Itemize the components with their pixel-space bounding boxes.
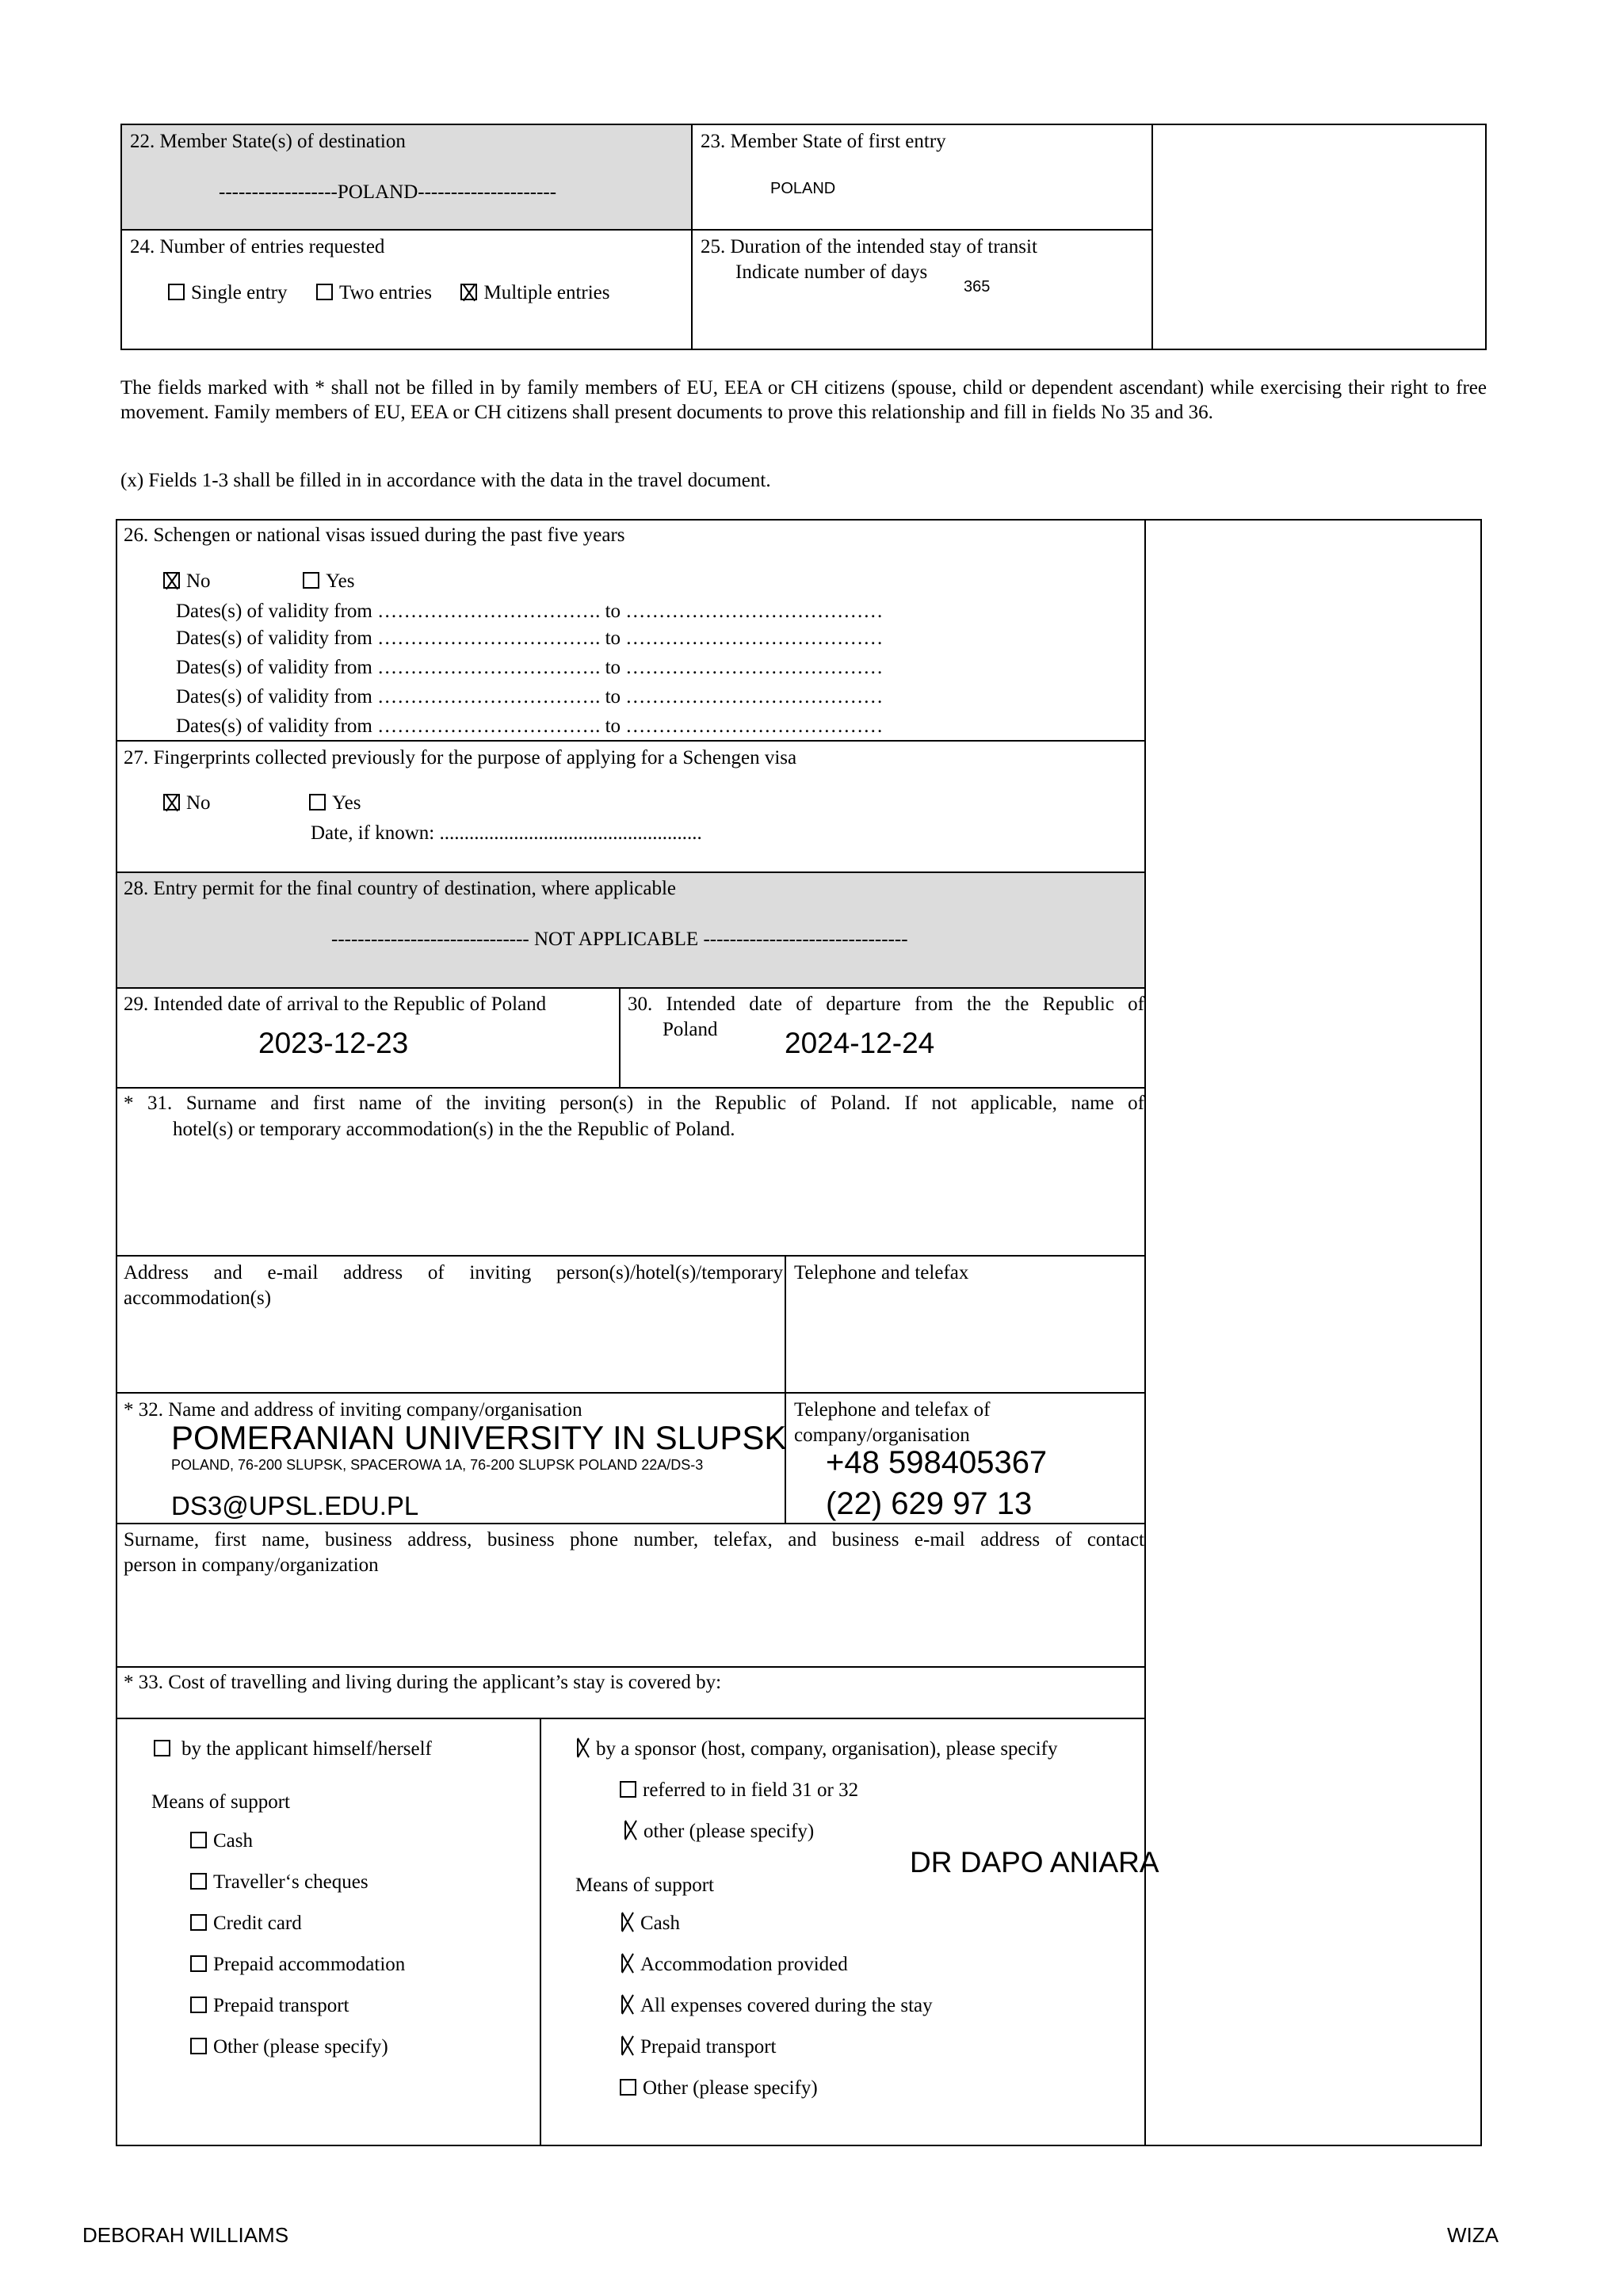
field-30-label-1: 30. Intended date of departure from the the Republic of <box>628 994 1144 1015</box>
sponsor-ref-label: referred to in field 31 or 32 <box>643 1779 859 1801</box>
field-26-label: 26. Schengen or national visas issued during the past five years <box>124 524 625 546</box>
self-credit-card-label: Credit card <box>213 1913 302 1934</box>
field-32-label: * 32. Name and address of inviting company/organisation <box>124 1399 582 1421</box>
field-24-options <box>168 280 609 305</box>
self-funded-label: by the applicant himself/herself <box>181 1738 432 1760</box>
field-25-label-1: 25. Duration of the intended stay of transit <box>701 236 1037 257</box>
validity-row-2[interactable]: Dates(s) of validity from ……………………………. to ………………………………… <box>176 627 884 649</box>
sponsor-ref-checkbox[interactable] <box>620 1781 636 1798</box>
sponsor-means-all-expenses <box>620 1993 933 2018</box>
self-cheques-checkbox[interactable] <box>190 1873 207 1890</box>
field-32-phone-label-2: company/organisation <box>794 1425 970 1446</box>
field-32-phone-label-1: Telephone and telefax of <box>794 1399 991 1421</box>
field-22-value[interactable]: ------------------POLAND--------------------- <box>219 181 557 203</box>
field-31-address-label-1: Address and e-mail address of inviting person(s)/hotel(s)/temporary <box>124 1262 783 1283</box>
field-31-label-2: hotel(s) or temporary accommodation(s) in the the Republic of Poland. <box>173 1119 735 1140</box>
validity-row-5[interactable]: Dates(s) of validity from ……………………………. to ………………………………… <box>176 715 884 737</box>
field-28-label: 28. Entry permit for the final country of destination, where applicable <box>124 878 676 899</box>
sponsor-option <box>575 1737 1058 1761</box>
sponsor-other-option <box>623 1819 814 1844</box>
validity-row-4[interactable]: Dates(s) of validity from ……………………………. to ………………………………… <box>176 686 884 707</box>
sponsor-accommodation-checkbox[interactable] <box>620 1955 636 1972</box>
multiple-entries-checkbox[interactable] <box>460 284 477 300</box>
field-26-options <box>163 569 354 593</box>
sponsor-cash-checkbox[interactable] <box>620 1913 636 1931</box>
self-other-label: Other (please specify) <box>213 2036 388 2058</box>
self-cash-checkbox[interactable] <box>190 1832 207 1848</box>
self-means-cash <box>190 1829 253 1853</box>
field-33-label: * 33. Cost of travelling and living during the applicant’s stay is covered by: <box>124 1672 722 1693</box>
sponsor-other-label: other (please specify) <box>643 1821 815 1842</box>
field-31-label-1: * 31. Surname and first name of the inviting person(s) in the Republic of Poland. If not applicable, name of <box>124 1093 1144 1114</box>
self-means-prepaid-accommodation <box>190 1952 405 1977</box>
field-32-address[interactable]: POLAND, 76-200 SLUPSK, SPACEROWA 1A, 76-200 SLUPSK POLAND 22A/DS-3 <box>171 1457 704 1473</box>
self-cheques-label: Traveller‘s cheques <box>213 1871 369 1893</box>
field-31-phone-label: Telephone and telefax <box>794 1262 969 1283</box>
sponsor-name[interactable]: DR DAPO ANIARA <box>910 1846 1159 1878</box>
family-members-note: The fields marked with * shall not be filled in by family members of EU, EEA or CH citizens (spouse, child or dependent ascendant) while exercising their right to free movement. Family members of EU, EEA or CH citizens shall present documents to prove this relationship and fill in fields No 35 and 36. <box>120 377 1487 423</box>
field-32-company[interactable]: POMERANIAN UNIVERSITY IN SLUPSK <box>171 1419 787 1456</box>
sponsor-accommodation-label: Accommodation provided <box>640 1954 848 1975</box>
validity-row-1[interactable]: Dates(s) of validity from ……………………………. to ………………………………… <box>176 601 884 622</box>
field-32-phone-1[interactable]: +48 598405367 <box>826 1445 1048 1480</box>
field-27-date-known[interactable]: Date, if known: ..................................................... <box>311 822 702 844</box>
self-prepaid-accommodation-checkbox[interactable] <box>190 1955 207 1972</box>
sponsor-other-means-checkbox[interactable] <box>620 2079 636 2096</box>
sponsor-means-other <box>620 2076 818 2100</box>
self-funded-option <box>154 1737 432 1761</box>
field-26-yes-label: Yes <box>326 570 355 592</box>
two-entries-label: Two entries <box>339 282 432 303</box>
self-means-label: Means of support <box>151 1791 290 1813</box>
field-23-label: 23. Member State of first entry <box>701 131 946 152</box>
sponsor-all-expenses-label: All expenses covered during the stay <box>640 1995 933 2016</box>
field-32-contact-label-1: Surname, first name, business address, business phone number, telefax, and business e-mail address of contact <box>124 1529 1144 1550</box>
sponsor-means-accommodation <box>620 1952 848 1977</box>
self-credit-card-checkbox[interactable] <box>190 1914 207 1931</box>
sponsor-other-checkbox[interactable] <box>623 1821 639 1839</box>
multiple-entries-label: Multiple entries <box>483 282 610 303</box>
field-30-label-2: Poland <box>663 1019 718 1040</box>
field-32-phone-2[interactable]: (22) 629 97 13 <box>826 1486 1033 1521</box>
field-27-no-label: No <box>186 792 211 814</box>
two-entries-checkbox[interactable] <box>316 284 333 300</box>
field-27-label: 27. Fingerprints collected previously for the purpose of applying for a Schengen visa <box>124 747 797 769</box>
field-31-address-label-2: accommodation(s) <box>124 1287 272 1309</box>
field-32-email[interactable]: DS3@UPSL.EDU.PL <box>171 1491 419 1520</box>
sponsor-means-prepaid-transport <box>620 2035 776 2059</box>
sponsor-means-cash <box>620 1911 680 1936</box>
field-28-value[interactable]: ------------------------------ NOT APPLICABLE ------------------------------- <box>331 929 908 950</box>
self-prepaid-accommodation-label: Prepaid accommodation <box>213 1954 406 1975</box>
field-24-label: 24. Number of entries requested <box>130 236 385 257</box>
field-25-value[interactable]: 365 <box>964 278 991 296</box>
field-26-no-label: No <box>186 570 211 592</box>
self-means-credit-card <box>190 1911 302 1936</box>
sponsor-prepaid-transport-checkbox[interactable] <box>620 2037 636 2054</box>
sponsor-checkbox[interactable] <box>575 1739 591 1756</box>
sponsor-all-expenses-checkbox[interactable] <box>620 1996 636 2013</box>
footer-document-type: WIZA <box>1447 2223 1499 2247</box>
field-29-value[interactable]: 2023-12-23 <box>258 1027 409 1059</box>
sponsor-ref-option <box>620 1778 858 1802</box>
self-cash-label: Cash <box>213 1830 253 1852</box>
self-prepaid-transport-checkbox[interactable] <box>190 1997 207 2013</box>
field-23-value[interactable]: POLAND <box>770 180 836 197</box>
self-means-other <box>190 2035 388 2059</box>
sponsor-means-label: Means of support <box>575 1875 714 1896</box>
sponsor-cash-label: Cash <box>640 1913 680 1934</box>
field-27-yes-label: Yes <box>332 792 361 814</box>
field-29-label: 29. Intended date of arrival to the Republic of Poland <box>124 994 547 1015</box>
field-27-no-checkbox[interactable] <box>163 794 180 810</box>
field-27-options <box>163 791 361 815</box>
footer-applicant-name: DEBORAH WILLIAMS <box>82 2223 289 2247</box>
single-entry-checkbox[interactable] <box>168 284 185 300</box>
field-26-no-checkbox[interactable] <box>163 572 180 589</box>
self-prepaid-transport-label: Prepaid transport <box>213 1995 349 2016</box>
self-means-cheques <box>190 1870 369 1894</box>
sponsor-prepaid-transport-label: Prepaid transport <box>640 2036 777 2058</box>
field-30-value[interactable]: 2024-12-24 <box>785 1027 935 1059</box>
self-means-prepaid-transport <box>190 1993 349 2018</box>
self-other-checkbox[interactable] <box>190 2038 207 2054</box>
fields-1-3-note: (x) Fields 1-3 shall be filled in in accordance with the data in the travel document. <box>120 470 771 491</box>
field-27-yes-checkbox[interactable] <box>309 794 326 810</box>
single-entry-label: Single entry <box>191 282 288 303</box>
self-funded-checkbox[interactable] <box>154 1740 170 1756</box>
sponsor-label: by a sponsor (host, company, organisation), please specify <box>596 1738 1058 1760</box>
field-26-yes-checkbox[interactable] <box>303 572 319 589</box>
validity-row-3[interactable]: Dates(s) of validity from ……………………………. to ………………………………… <box>176 657 884 678</box>
field-32-contact-label-2: person in company/organization <box>124 1554 379 1576</box>
sponsor-other-means-label: Other (please specify) <box>643 2077 818 2099</box>
field-22-label: 22. Member State(s) of destination <box>130 131 406 152</box>
field-25-label-2: Indicate number of days <box>735 261 928 283</box>
